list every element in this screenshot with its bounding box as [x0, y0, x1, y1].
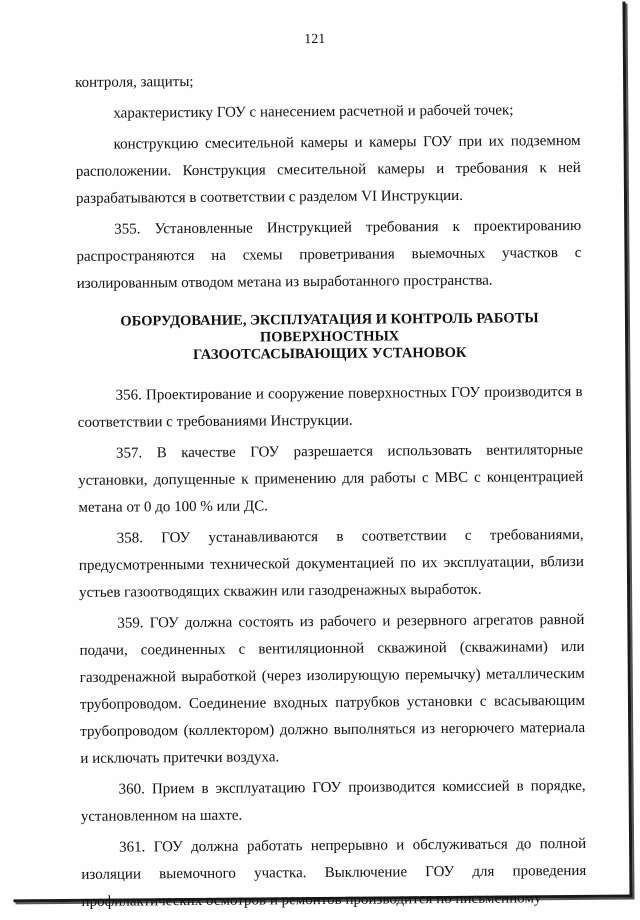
paragraph-characteristic: характеристику ГОУ с нанесением расчетной и рабочей точек;	[113, 102, 514, 122]
document-page	[6, 2, 632, 910]
paragraph-359: 359. ГОУ должна состоять из рабочего и резервного агрегатов равной подачи, соединенных с вентиляционной скважиной (скважинами) или газодренажной выработкой (через изолирующую перемычку) металлическим трубопроводом. Соединение входных патрубков установки с всасывающим трубопроводом (коллектором) должно выполняться из негорючего материала и исключать притечки воздуха.	[79, 611, 586, 767]
section-heading-line-1: ОБОРУДОВАНИЕ, ЭКСПЛУАТАЦИЯ И КОНТРОЛЬ РАБОТЫ ПОВЕРХНОСТНЫХ	[120, 310, 539, 346]
paragraph-360: 360. Прием в эксплуатацию ГОУ производится комиссией в порядке, установленном на шахте.	[80, 777, 586, 825]
paragraph-continuation: контроля, защиты;	[75, 73, 194, 91]
section-heading	[77, 310, 582, 365]
paragraph-357: 357. В качестве ГОУ разрешается использовать вентиляторные установки, допущенные к применению для работы с МВС с концентрацией метана от 0 до 100 % или ДС.	[78, 441, 584, 516]
paragraph-356: 356. Проектирование и сооружение поверхностных ГОУ производится в соответствии с требованиями Инструкции.	[77, 383, 583, 431]
paragraph-361: 361. ГОУ должна работать непрерывно и обслуживаться до полной изоляции выемочного участка. Выключение ГОУ для проведения профилактических осмотров и ремонтов производится по письменному	[81, 835, 587, 910]
paragraph-mixing-chamber: конструкцию смесительной камеры и камеры ГОУ при их подземном расположении. Конструкция смесительной камеры и требования к ней разрабатываются в соответствии с разделом VI Инструкции.	[75, 132, 581, 207]
document-body	[75, 66, 587, 920]
page-number: 121	[304, 31, 326, 48]
paragraph-355: 355. Установленные Инструкцией требования к проектированию распространяются на схемы проветривания выемочных участков с изолированным отводом метана из выработанного пространства.	[76, 217, 582, 292]
paragraph-358: 358. ГОУ устанавливаются в соответствии с требованиями, предусмотренными технической документацией по их эксплуатации, вблизи устьев газоотводящих скважин или газодренажных выработок.	[78, 526, 584, 601]
section-heading-line-2: ГАЗООТСАСЫВАЮЩИХ УСТАНОВОК	[193, 344, 467, 363]
